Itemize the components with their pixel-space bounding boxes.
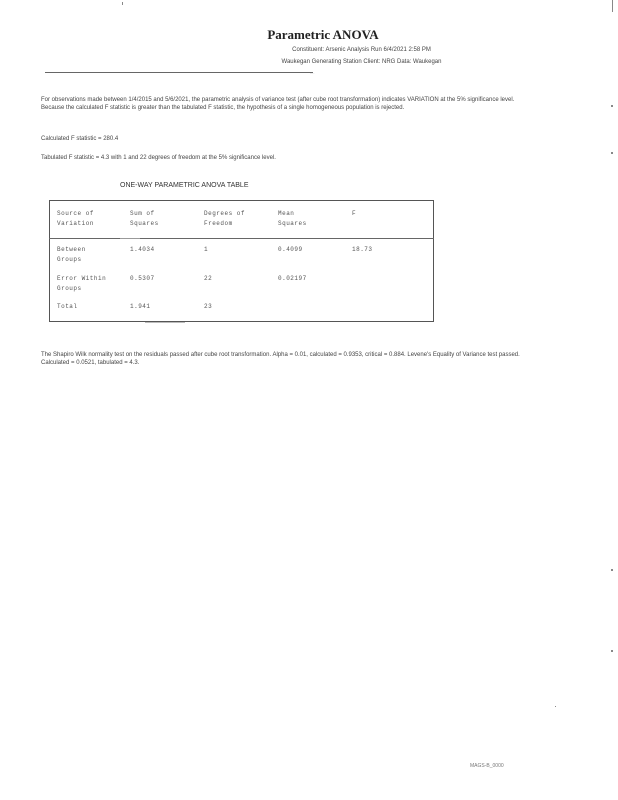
document-code: MAGS-B_0000: [470, 763, 504, 769]
anova-table-header-divider: [49, 238, 434, 239]
header-sum-squares: Sum of Squares: [130, 210, 159, 227]
row-between-ss: 1.4034: [130, 246, 155, 253]
scan-streak: [120, 238, 140, 239]
row-error-ms: 0.02197: [278, 275, 307, 282]
scan-edge-mark: [611, 650, 613, 652]
anova-table-title: ONE-WAY PARAMETRIC ANOVA TABLE: [120, 182, 249, 189]
row-between-source: Between Groups: [57, 246, 86, 263]
row-between-df: 1: [204, 246, 209, 253]
header-mean-squares: Mean Squares: [278, 210, 307, 227]
row-total-source: Total: [57, 303, 78, 310]
scan-streak: [145, 322, 185, 323]
row-between-f: 18.73: [352, 246, 373, 253]
scan-speck: [122, 2, 123, 5]
scan-edge-mark: [612, 0, 613, 12]
tabulated-f-statistic: Tabulated F statistic = 4.3 with 1 and 22 degrees of freedom at the 5% significance level.: [41, 155, 276, 161]
row-total-df: 23: [204, 303, 213, 310]
site-subtitle: Waukegan Generating Station Client: NRG Data: Waukegan: [281, 59, 442, 65]
header-degrees-freedom: Degrees of Freedom: [204, 210, 246, 227]
analysis-subtitle: Constituent: Arsenic Analysis Run 6/4/2021 2:58 PM: [292, 47, 431, 53]
page-title: Parametric ANOVA: [267, 27, 379, 42]
header-f: F: [352, 210, 357, 217]
row-error-df: 22: [204, 275, 213, 282]
scan-edge-mark: [611, 152, 613, 154]
calculated-f-statistic: Calculated F statistic = 280.4: [41, 136, 119, 142]
scan-edge-mark: [611, 569, 613, 571]
scan-edge-mark: [611, 105, 613, 107]
normality-test-note: The Shapiro Wilk normality test on the residuals passed after cube root transformation. Alpha = 0.01, calculated = 0.9353, critical = 0.884. Levene's Equality of Variance test passed. Calculated = 0.0521, tabulated = 4.3.: [41, 352, 520, 366]
row-between-ms: 0.4099: [278, 246, 303, 253]
row-total-ss: 1.941: [130, 303, 151, 310]
header-rule: [45, 72, 313, 73]
row-error-source: Error Within Groups: [57, 275, 107, 292]
analysis-summary: For observations made between 1/4/2015 and 5/6/2021, the parametric analysis of variance test (after cube root transformation) indicates VARIATION at the 5% significance level. Because the calculated F statistic is greater than the tabulated F statistic, the hypothesis of a single homogeneous population is rejected.: [41, 97, 515, 111]
row-error-ss: 0.5307: [130, 275, 155, 282]
header-rule-mark: ....: [310, 70, 315, 75]
header-source: Source of Variation: [57, 210, 94, 227]
scan-speck: [555, 706, 556, 707]
anova-table-top-border: [49, 200, 434, 201]
